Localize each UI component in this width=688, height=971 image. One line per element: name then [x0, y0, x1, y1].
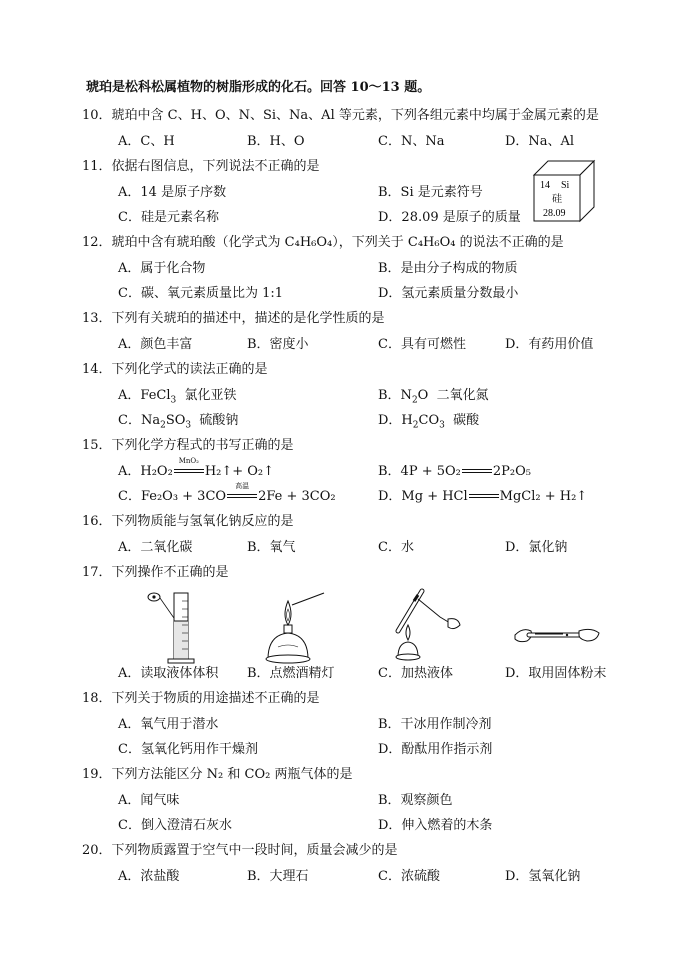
q15-b-right: 2P₂O₅: [492, 464, 531, 479]
q16-option-c[interactable]: C．水: [378, 540, 414, 555]
q17-option-b[interactable]: B．点燃酒精灯: [247, 666, 335, 681]
q20-option-b[interactable]: B．大理石: [247, 869, 309, 884]
q13-option-d[interactable]: D．有药用价值: [505, 337, 594, 352]
question-17-stem: 17．下列操作不正确的是: [82, 565, 229, 580]
q15-a-equals-sign: [173, 456, 205, 478]
q14-a-reading: 氯化亚铁: [176, 388, 237, 403]
question-10-stem: 10．琥珀中含 C、H、O、N、Si、Na、Al 等元素，下列各组元素中均属于金属元素的是: [82, 108, 599, 123]
q15-option-c[interactable]: [118, 481, 336, 509]
q15-a-left: A．H₂O₂: [118, 464, 173, 479]
q20-option-c[interactable]: C．浓硫酸: [378, 869, 440, 884]
graduated-cylinder-figure: [132, 587, 242, 667]
q16-option-d[interactable]: D．氯化钠: [505, 540, 568, 555]
element-name: 硅: [552, 194, 562, 205]
alcohol-lamp-figure: [248, 587, 358, 667]
q14-c-subscript-2: 3: [185, 420, 192, 431]
q14-c-subscript: 2: [160, 420, 166, 431]
q17-figures: [0, 587, 688, 667]
q15-option-a[interactable]: [118, 456, 275, 484]
q15-c-left: C．Fe₂O₃ + 3CO: [118, 489, 227, 504]
question-16-stem: 16．下列物质能与氢氧化钠反应的是: [82, 514, 294, 529]
q17-option-d[interactable]: D．取用固体粉末: [505, 666, 607, 681]
q15-d-right: MgCl₂ + H₂↑: [499, 489, 588, 504]
q20-option-a[interactable]: A．浓盐酸: [118, 869, 180, 884]
q10-option-d[interactable]: D．Na、Al: [505, 134, 575, 149]
q12-option-c[interactable]: C．碳、氧元素质量比为 1:1: [118, 286, 284, 301]
q16-option-a[interactable]: A．二氧化碳: [118, 540, 193, 555]
q15-b-left: B．4P + 5O₂: [378, 464, 461, 479]
q10-option-b[interactable]: B．H、O: [247, 134, 305, 149]
q14-a-formula: A．FeCl: [118, 388, 171, 403]
q15-option-b[interactable]: [378, 460, 531, 484]
q14-d-subscript-2: 3: [439, 420, 445, 431]
q13-option-b[interactable]: B．密度小: [247, 337, 309, 352]
periodic-cell-cube: [530, 159, 596, 223]
q12-option-d[interactable]: D．氢元素质量分数最小: [378, 286, 519, 301]
q15-a-right: H₂↑+ O₂↑: [204, 464, 275, 479]
question-13-stem: 13．下列有关琥珀的描述中，描述的是化学性质的是: [82, 311, 385, 326]
solid-powder-figure: [505, 587, 615, 667]
q14-a-subscript: 3: [170, 395, 177, 406]
q15-b-equals-sign: [461, 466, 493, 478]
reading-intro: 琥珀是松科松属植物的树脂形成的化石。回答 10～13 题。: [86, 80, 431, 95]
q15-d-equals-sign: [468, 491, 500, 503]
q19-option-a[interactable]: A．闻气味: [118, 793, 180, 808]
question-15-stem: 15．下列化学方程式的书写正确的是: [82, 438, 294, 453]
q14-b-subscript: 2: [411, 395, 418, 406]
q15-a-condition: MnO₂: [178, 456, 199, 465]
q14-c-reading: 硫酸钠: [191, 413, 239, 428]
q10-option-a[interactable]: A．C、H: [118, 134, 175, 149]
q16-option-b[interactable]: B．氧气: [247, 540, 296, 555]
q18-option-c[interactable]: C．氢氧化钙用作干燥剂: [118, 742, 258, 757]
q14-c-formula-mid: SO: [165, 413, 186, 428]
q11-option-d[interactable]: D．28.09 是原子的质量: [378, 210, 521, 225]
heating-test-tube-figure: [378, 587, 488, 667]
question-14-stem: 14．下列化学式的读法正确的是: [82, 362, 268, 377]
q15-c-condition: 高温: [235, 481, 250, 490]
q12-option-b[interactable]: B．是由分子构成的物质: [378, 261, 518, 276]
q12-option-a[interactable]: A．属于化合物: [118, 261, 206, 276]
q15-option-d[interactable]: [378, 485, 587, 509]
q18-option-a[interactable]: A．氧气用于潜水: [118, 717, 219, 732]
element-number: 14: [540, 180, 550, 191]
question-20-stem: 20．下列物质露置于空气中一段时间，质量会减少的是: [82, 843, 398, 858]
q13-option-c[interactable]: C．具有可燃性: [378, 337, 466, 352]
element-symbol: Si: [561, 180, 570, 191]
q14-d-formula: D．H: [378, 413, 413, 428]
q11-option-b[interactable]: B．Si 是元素符号: [378, 185, 483, 200]
q19-option-b[interactable]: B．观察颜色: [378, 793, 453, 808]
q13-option-a[interactable]: A．颜色丰富: [118, 337, 193, 352]
q11-option-a[interactable]: A．14 是原子序数: [118, 185, 227, 200]
q18-option-b[interactable]: B．干冰用作制冷剂: [378, 717, 492, 732]
q11-option-c[interactable]: C．硅是元素名称: [118, 210, 219, 225]
q15-d-left: D．Mg + HCl: [378, 489, 468, 504]
q14-b-reading: O 二氧化氮: [417, 388, 489, 403]
q14-d-subscript: 2: [412, 420, 419, 431]
q20-option-d[interactable]: D．氢氧化钠: [505, 869, 581, 884]
q15-c-equals-sign: [226, 481, 258, 503]
q18-option-d[interactable]: D．酚酞用作指示剂: [378, 742, 493, 757]
question-18-stem: 18．下列关于物质的用途描述不正确的是: [82, 691, 320, 706]
element-mass: 28.09: [543, 208, 566, 219]
q17-option-c[interactable]: C．加热液体: [378, 666, 453, 681]
q19-option-d[interactable]: D．伸入燃着的木条: [378, 818, 493, 833]
q14-d-formula-mid: CO: [418, 413, 440, 428]
q10-option-c[interactable]: C．N、Na: [378, 134, 445, 149]
q15-c-right: 2Fe + 3CO₂: [258, 489, 336, 504]
question-19-stem: 19．下列方法能区分 N₂ 和 CO₂ 两瓶气体的是: [82, 767, 353, 782]
question-12-stem: 12．琥珀中含有琥珀酸（化学式为 C₄H₆O₄），下列关于 C₄H₆O₄ 的说法不正确的是: [82, 235, 564, 250]
element-card-figure: [530, 159, 596, 223]
q19-option-c[interactable]: C．倒入澄清石灰水: [118, 818, 232, 833]
q14-b-formula: B．N: [378, 388, 412, 403]
q14-c-formula: C．Na: [118, 413, 161, 428]
question-11-stem: 11．依据右图信息，下列说法不正确的是: [82, 159, 320, 174]
q17-option-a[interactable]: A．读取液体体积: [118, 666, 219, 681]
q14-d-reading: 碳酸: [444, 413, 480, 428]
